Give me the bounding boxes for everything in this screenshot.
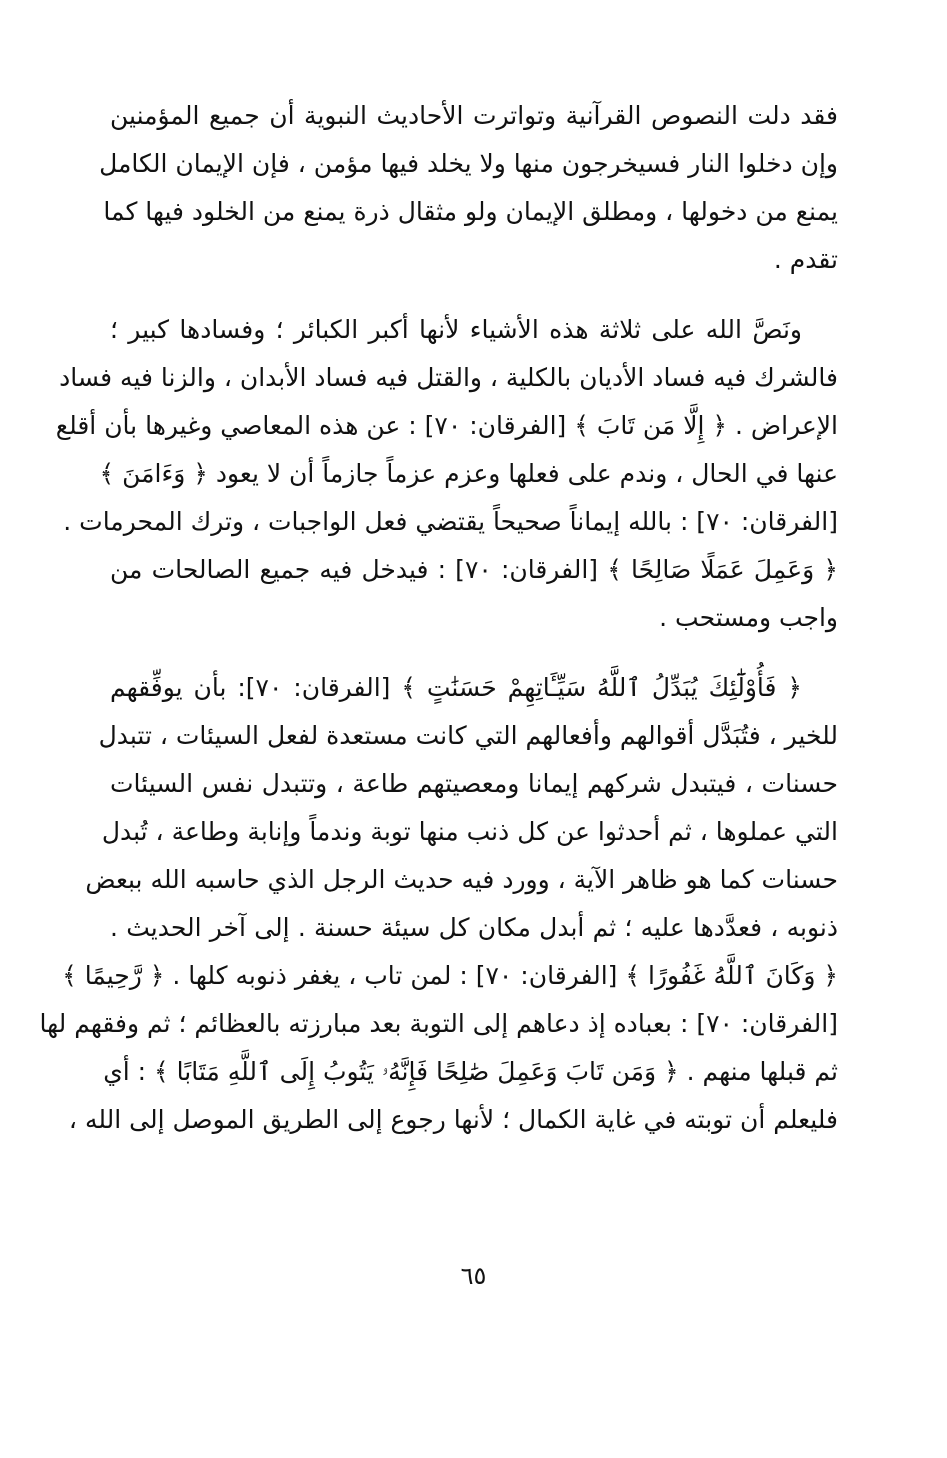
- text-line: [الفرقان: ٧٠] : بعباده إذ دعاهم إلى التوبة بعد مبارزته بالعظائم ؛ ثم وفقهم لها: [39, 1009, 838, 1038]
- text-line: تقدم .: [773, 245, 838, 274]
- text-line: ﴿ وَكَانَ ٱللَّهُ غَفُورًا ﴾ [الفرقان: ٧٠] : لمن تاب ، يغفر ذنوبه كلها . ﴿ رَّحِيمًا ﴾: [62, 961, 838, 990]
- text-line: ﴿ فَأُوْلَٰٓئِكَ يُبَدِّلُ ٱللَّهُ سَيِّـَٔاتِهِمْ حَسَنَٰتٍ ﴾ [الفرقان: ٧٠]: بأن يوفِّقهم: [110, 673, 803, 702]
- text-line: [الفرقان: ٧٠] : بالله إيماناً صحيحاً يقتضي فعل الواجبات ، وترك المحرمات .: [63, 507, 838, 536]
- text-line: حسنات كما هو ظاهر الآية ، وورد فيه حديث الرجل الذي حاسبه الله ببعض: [85, 865, 838, 894]
- text-line: للخير ، فتُبَدَّل أقوالهم وأفعالهم التي كانت مستعدة لفعل السيئات ، تتبدل: [98, 721, 838, 750]
- text-line: فالشرك فيه فساد الأديان بالكلية ، والقتل فيه فساد الأبدان ، والزنا فيه فساد: [59, 363, 838, 392]
- text-line: ﴿ وَعَمِلَ عَمَلًا صَالِحًا ﴾ [الفرقان: ٧٠] : فيدخل فيه جميع الصالحات من: [110, 555, 838, 584]
- page-body: [39, 92, 838, 1166]
- text-line: عنها في الحال ، وندم على فعلها وعزم عزماً جازماً أن لا يعود ﴿ وَءَامَنَ ﴾: [99, 459, 838, 488]
- text-line: ثم قبلها منهم . ﴿ وَمَن تَابَ وَعَمِلَ صَٰلِحًا فَإِنَّهُۥ يَتُوبُ إِلَى ٱللَّهِ مَتَابًا ﴾ : أي: [103, 1057, 838, 1086]
- paragraph: [99, 92, 838, 284]
- text-line: واجب ومستحب .: [659, 603, 838, 632]
- text-line: ونَصَّ الله على ثلاثة هذه الأشياء لأنها أكبر الكبائر ؛ وفسادها كبير ؛: [110, 315, 802, 344]
- text-line: الإعراض . ﴿ إِلَّا مَن تَابَ ﴾ [الفرقان: ٧٠] : عن هذه المعاصي وغيرها بأن أقلع: [55, 411, 838, 440]
- paragraph: [55, 306, 838, 642]
- text-line: فقد دلت النصوص القرآنية وتواترت الأحاديث النبوية أن جميع المؤمنين: [110, 101, 838, 130]
- text-line: وإن دخلوا النار فسيخرجون منها ولا يخلد فيها مؤمن ، فإن الإيمان الكامل: [99, 149, 838, 178]
- text-line: فليعلم أن توبته في غاية الكمال ؛ لأنها رجوع إلى الطريق الموصل إلى الله ،: [68, 1105, 838, 1134]
- paragraph: [39, 664, 838, 1144]
- text-line: حسنات ، فيتبدل شركهم إيمانا ومعصيتهم طاعة ، وتتبدل نفس السيئات: [110, 769, 838, 798]
- text-line: ذنوبه ، فعدَّدها عليه ؛ ثم أبدل مكان كل سيئة حسنة . إلى آخر الحديث .: [110, 913, 838, 942]
- text-line: التي عملوها ، ثم أحدثوا عن كل ذنب منها توبة وندماً وإنابة وطاعة ، تُبدل: [101, 817, 838, 846]
- page-number: ٦٥: [460, 1262, 487, 1290]
- text-line: يمنع من دخولها ، ومطلق الإيمان ولو مثقال ذرة يمنع من الخلود فيها كما: [103, 197, 838, 226]
